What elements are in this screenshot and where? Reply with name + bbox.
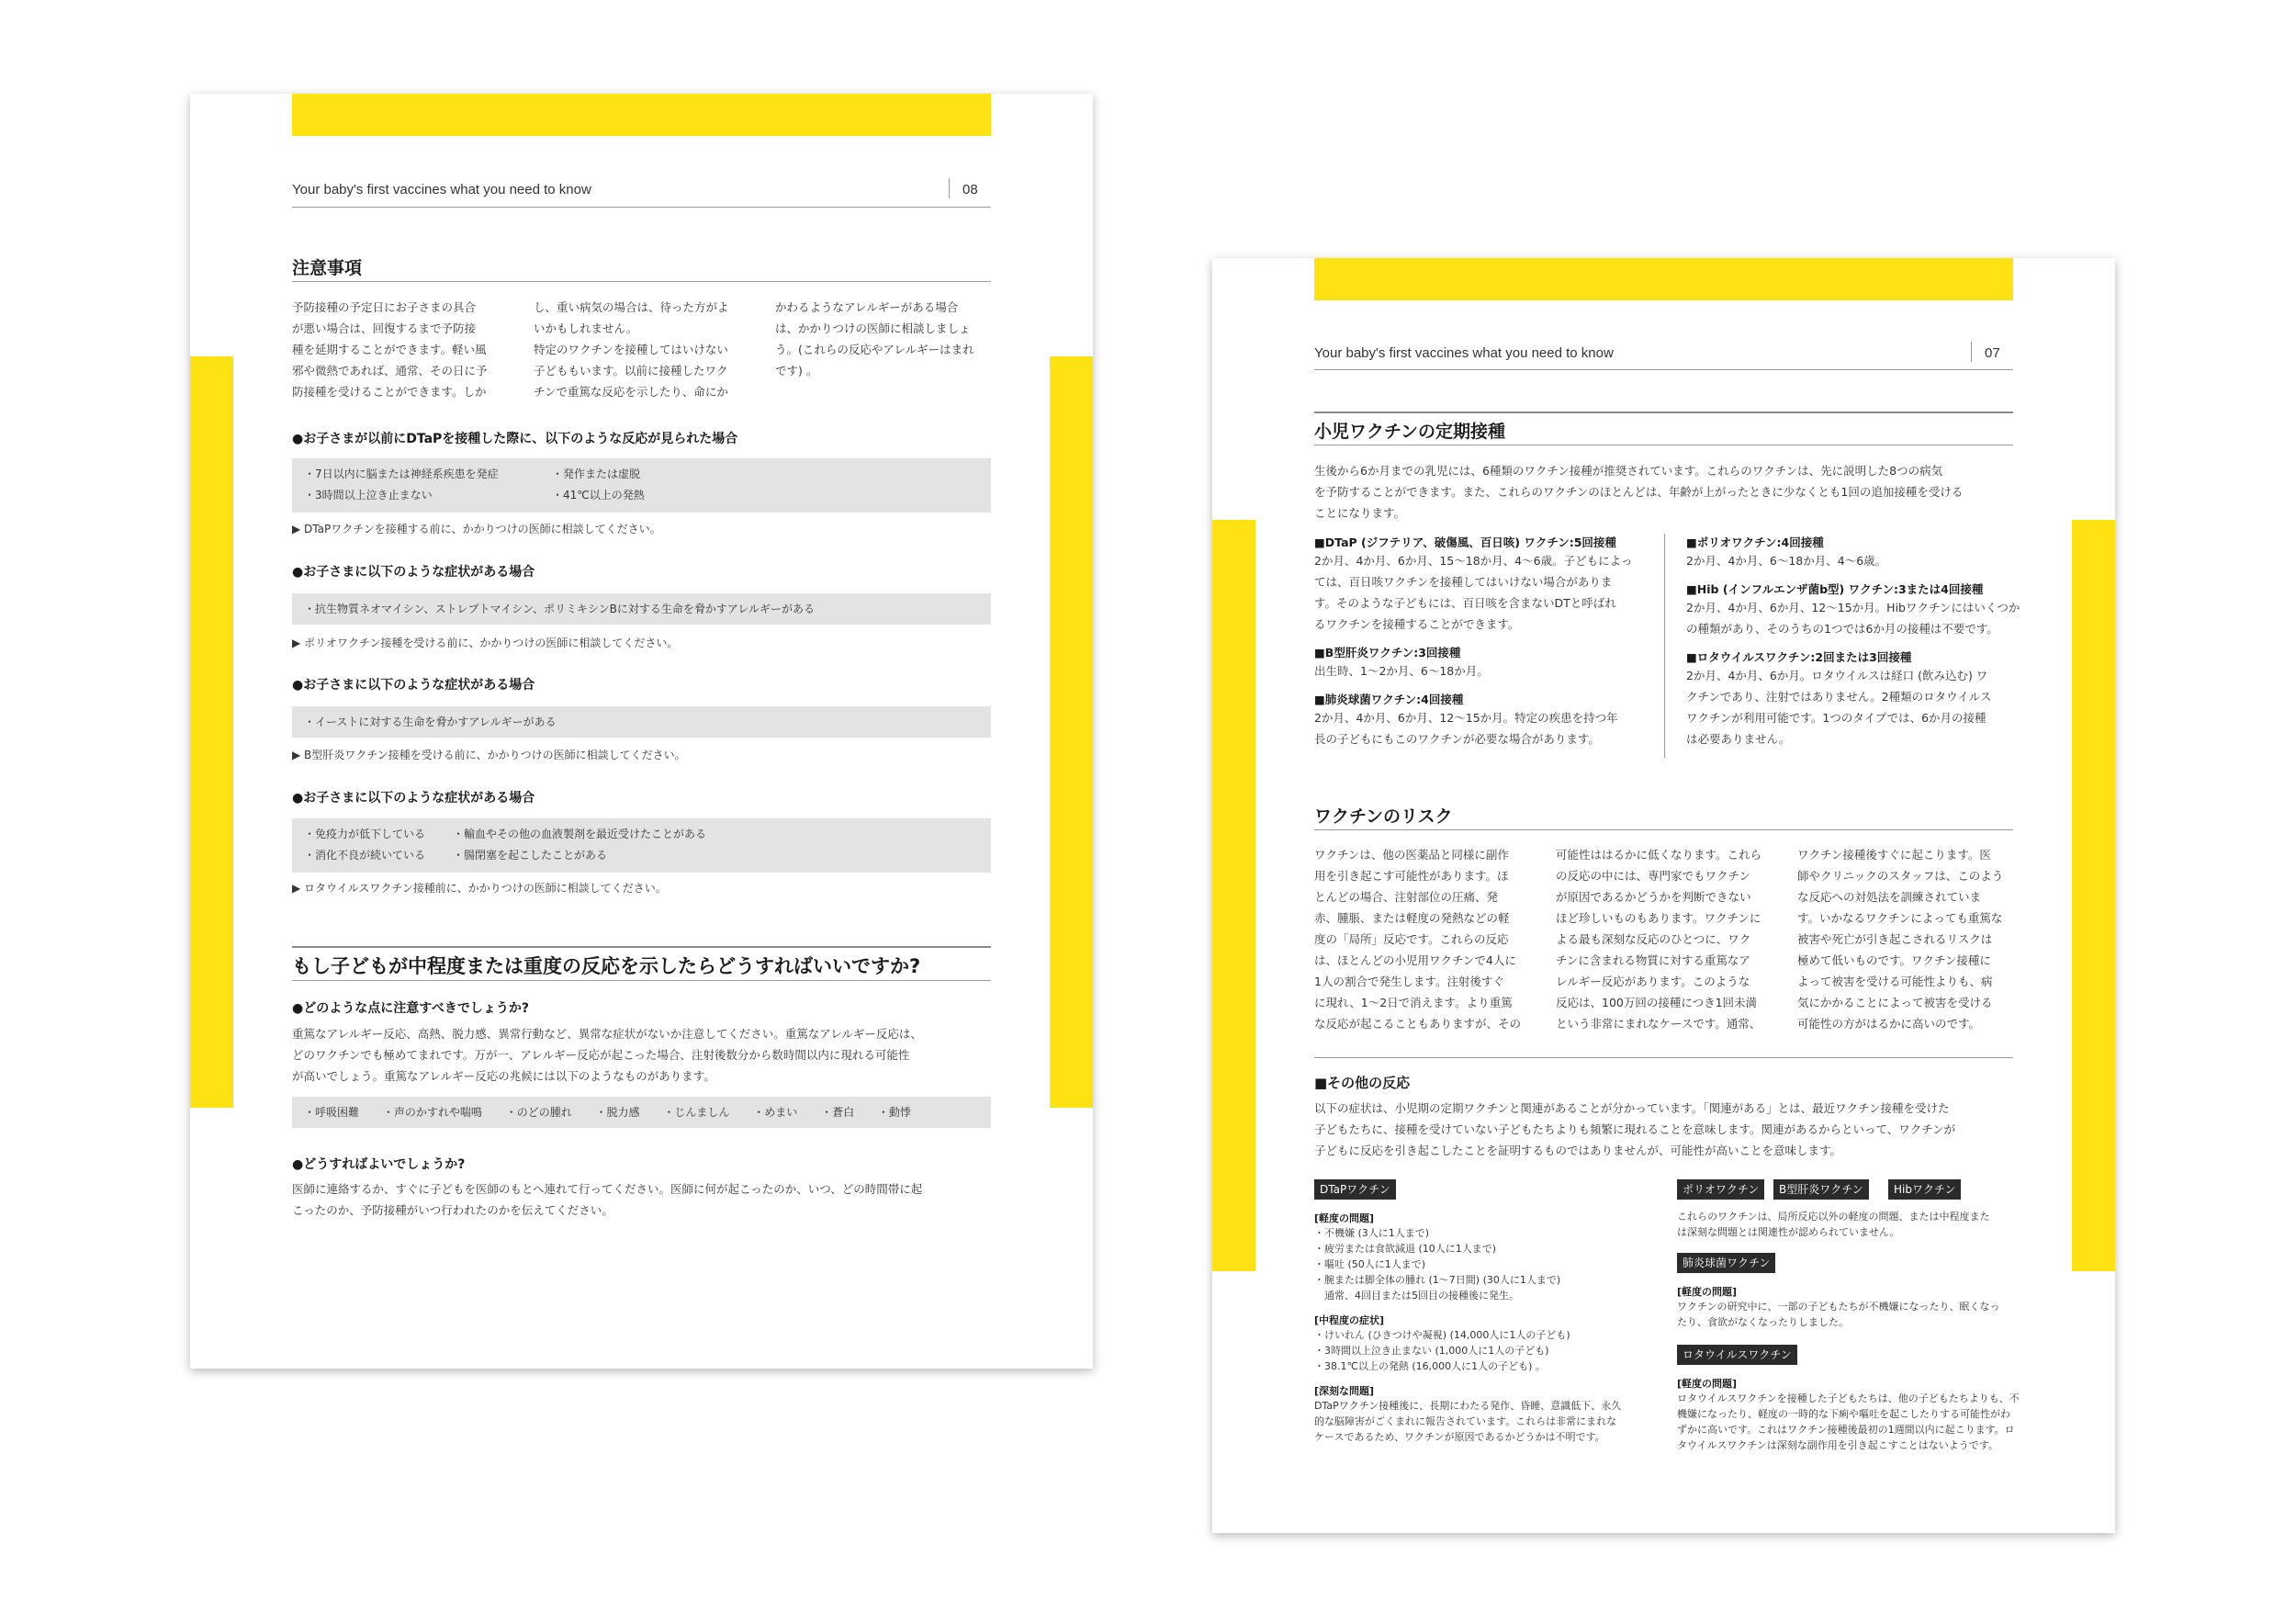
consult-note: ▶ ロタウイルスワクチン接種前に、かかりつけの医師に相談してください。 <box>292 882 667 895</box>
item-heading: ●お子さまに以下のような症状がある場合 <box>292 791 535 806</box>
text-line: 2か月、4か月、6か月、15〜18か月、4〜6歳。子どもによっ <box>1314 554 1633 568</box>
item-heading: ●お子さまに以下のような症状がある場合 <box>292 565 535 580</box>
text-line: ロタウイルスワクチンを接種した子どもたちは、他の子どもたちよりも、不 <box>1677 1392 2020 1404</box>
text-line: ・3時間以上泣き止まない (1,000人に1人の子ども) <box>1314 1345 1549 1357</box>
vaccine-tag-rotavirus: ロタウイルスワクチン <box>1677 1345 1797 1365</box>
text-line: 生後から6か月までの乳児には、6種類のワクチン接種が推奨されています。これらのワクチンは、先に説明した8つの病気 <box>1314 464 1943 478</box>
symptom: ・めまい <box>753 1106 798 1119</box>
vaccine-tag-polio: ポリオワクチン <box>1677 1179 1764 1200</box>
text-line: 的な脳障害がごくまれに報告されています。これらは非常にまれな <box>1314 1415 1617 1427</box>
section-title: もし子どもが中程度または重度の反応を示したらどうすればいいですか? <box>292 955 921 977</box>
text-line: の反応の中には、専門家でもワクチン <box>1556 869 1750 883</box>
text-line: 邪や微熱であれば、通常、その日に予 <box>292 364 488 378</box>
symptom: ・呼吸困難 <box>304 1106 360 1119</box>
vaccine-title: ■ポリオワクチン:4回接種 <box>1686 535 1824 549</box>
text-line: よる最も深刻な反応のひとつに、ワク <box>1556 932 1751 946</box>
text-line: ・疲労または食欲減退 (10人に1人まで) <box>1314 1243 1497 1255</box>
section-rule <box>1314 829 2013 830</box>
intro-column-1 <box>292 297 512 402</box>
schedule-column-left <box>1314 534 1663 750</box>
risk-column-3 <box>1797 844 2003 1034</box>
text-line: レルギー反応があります。このような <box>1556 975 1750 988</box>
text-line: 以下の症状は、小児期の定期ワクチンと関連があることが分かっています。「関連がある」とは、最近ワクチン接種を受けた <box>1314 1101 1950 1115</box>
symptom: ・脱力感 <box>595 1106 640 1119</box>
section-divider <box>1314 411 2013 413</box>
dtap-details <box>1314 1211 1621 1445</box>
item-heading: ●お子さまに以下のような症状がある場合 <box>292 678 535 693</box>
symptom: ・蒼白 <box>821 1106 855 1119</box>
intro-column-3 <box>775 297 1000 381</box>
text-line: ずかに高いです。これはワクチン接種後最初の1週間以内に起こります。ロ <box>1677 1424 2015 1436</box>
text-line: 度の「局所」反応です。これらの反応 <box>1314 932 1509 946</box>
text-line: な反応が起こることもありますが、その <box>1314 1017 1522 1031</box>
text-line: いかもしれません。 <box>534 321 638 335</box>
rotavirus-details <box>1677 1376 2020 1453</box>
text-line: たり、食欲がなくなったりしました。 <box>1677 1316 1849 1328</box>
condition: ・抗生物質ネオマイシン、ストレプトマイシン、ポリミキシンBに対する生命を脅かすアレルギーがある <box>304 603 816 615</box>
text-line: に現れ、1〜2日で消えます。より重篤 <box>1314 996 1513 1009</box>
text-line: チンで重篤な反応を示したり、命にか <box>534 385 728 399</box>
intro-text <box>1314 460 2031 524</box>
text-line: な反応への対処法を訓練されていま <box>1797 890 1982 904</box>
text-line: 種を延期することができます。軽い風 <box>292 343 487 356</box>
text-line: です) 。 <box>775 364 818 378</box>
condition-list <box>304 464 645 506</box>
yellow-header-bar <box>292 94 991 136</box>
vaccine-title: ■B型肝炎ワクチン:3回接種 <box>1314 646 1461 659</box>
text-line: 子どももいます。以前に接種したワク <box>534 364 728 378</box>
symptom: ・のどの腫れ <box>505 1106 572 1119</box>
condition: ・消化不良が続いている <box>304 849 426 862</box>
vaccine-text <box>1314 707 1663 750</box>
text-line: ケースであるため、ワクチンが原因であるかどうかは不明です。 <box>1314 1431 1605 1443</box>
text-line: 長の子どもにもこのワクチンが必要な場合があります。 <box>1314 732 1600 746</box>
text-line: こったのか、予防接種がいつ行われたのかを伝えてください。 <box>292 1203 613 1217</box>
text-line: は、ほとんどの小児用ワクチンで4人に <box>1314 953 1516 967</box>
text-line: 極めて低いものです。ワクチン接種に <box>1797 953 1991 967</box>
text-line: ことになります。 <box>1314 506 1406 520</box>
answer-text <box>292 1178 1018 1221</box>
text-line: が原因であるかどうかを判断できない <box>1556 890 1751 904</box>
question-heading: ●どうすればよいでしょうか? <box>292 1157 466 1172</box>
condition: ・3時間以上泣き止まない <box>304 489 433 502</box>
yellow-side-tab-left <box>190 356 233 1108</box>
text-line: を予防することができます。また、これらのワクチンのほとんどは、年齢が上がったときに少なくとも1回の追加接種を受ける <box>1314 485 1964 499</box>
vaccine-text <box>1686 665 2026 750</box>
vaccine-tag-dtap: DTaPワクチン <box>1314 1179 1396 1200</box>
symptom-list <box>304 1102 911 1123</box>
text-line: が悪い場合は、回復するまで予防接 <box>292 321 477 335</box>
risk-column-2 <box>1556 844 1761 1034</box>
text-line: 2か月、4か月、6か月、12〜15か月。特定の疾患を持つ年 <box>1314 711 1618 725</box>
text-line: 可能性の方がはるかに高いのです。 <box>1797 1017 1981 1031</box>
yellow-side-tab-left <box>1212 520 1255 1271</box>
risk-column-1 <box>1314 844 1521 1034</box>
text-line: は必要ありません。 <box>1686 732 1791 746</box>
symptom: ・声のかすれや喘鳴 <box>382 1106 482 1119</box>
text-line: 機嫌になったり、軽度の一時的な下痢や嘔吐を起こしたりする可能性がわ <box>1677 1408 2010 1420</box>
text-line: は深刻な問題とは関連性が認められていません。 <box>1677 1226 1900 1238</box>
text-line: は、かかりつけの医師に相談しましょ <box>775 321 971 335</box>
moderate-title: [中程度の症状] <box>1314 1314 1385 1326</box>
mild-title: [軽度の問題] <box>1677 1286 1738 1298</box>
consult-note: ▶ ポリオワクチン接種を受ける前に、かかりつけの医師に相談してください。 <box>292 637 679 649</box>
vaccine-text: 2か月、4か月、6〜18か月、4〜6歳。 <box>1686 554 1887 568</box>
schedule-column-right <box>1686 534 2026 750</box>
section-divider <box>292 946 991 948</box>
other-reactions-title: ■その他の反応 <box>1314 1075 1411 1091</box>
text-line: 用を引き起こす可能性があります。ほ <box>1314 869 1509 883</box>
vaccine-title: ■ロタウイルスワクチン:2回または3回接種 <box>1686 650 1912 664</box>
vaccine-tag-hib: Hibワクチン <box>1888 1179 1961 1200</box>
text-line: 子どもたちに、接種を受けていない子どもたちよりも頻繁に現れることを意味します。関連があるからといって、ワクチンが <box>1314 1122 1956 1136</box>
mild-title: [軽度の問題] <box>1677 1378 1738 1390</box>
text-line: し、重い病気の場合は、待った方がよ <box>534 300 729 314</box>
text-line: るワクチンを接種することができます。 <box>1314 617 1520 631</box>
text-line: ワクチン接種後すぐに起こります。医 <box>1797 848 1991 862</box>
page-07 <box>1212 258 2115 1533</box>
running-head: Your baby's first vaccines what you need to know <box>1314 345 1614 361</box>
text-line: 2か月、4か月、6か月。ロタウイルスは経口 (飲み込む) ワ <box>1686 669 1988 682</box>
text-line: ・不機嫌 (3人に1人まで) <box>1314 1227 1430 1239</box>
text-line: ワクチンの研究中に、一部の子どもたちが不機嫌になったり、眠くなっ <box>1677 1301 2000 1313</box>
section-title: 注意事項 <box>292 258 363 278</box>
text-line: これらのワクチンは、局所反応以外の軽度の問題、または中程度また <box>1677 1211 1990 1223</box>
text-line: ・けいれん (ひきつけや凝視) (14,000人に1人の子ども) <box>1314 1329 1570 1341</box>
consult-note: ▶ B型肝炎ワクチン接種を受ける前に、かかりつけの医師に相談してください。 <box>292 749 686 761</box>
condition: ・腸閉塞を起こしたことがある <box>453 849 608 862</box>
text-line: 防接種を受けることができます。しか <box>292 385 487 399</box>
section-rule <box>292 980 991 981</box>
vaccine-text <box>1686 597 2026 639</box>
condition: ・7日以内に脳または神経系疾患を発症 <box>304 468 499 480</box>
text-line: タウイルスワクチンは深刻な副作用を引き起こすことはないようです。 <box>1677 1439 1998 1451</box>
text-line: とんどの場合、注射部位の圧痛、発 <box>1314 890 1499 904</box>
intro-column-2 <box>534 297 754 402</box>
pneumococcal-details <box>1677 1284 1999 1330</box>
text-line: 通常、4回目または5回目の接種後に発生。 <box>1314 1290 1519 1302</box>
text-line: 重篤なアレルギー反応、高熱、脱力感、異常行動など、異常な症状がないか注意してください。重篤なアレルギー反応は、 <box>292 1027 922 1041</box>
text-line: ワクチンは、他の医薬品と同様に副作 <box>1314 848 1509 862</box>
text-line: クチンであり、注射ではありません。2種類のロタウイルス <box>1686 690 1992 704</box>
text-line: 反応は、100万回の接種につき1回未満 <box>1556 996 1758 1009</box>
text-line: が高いでしょう。重篤なアレルギー反応の兆候には以下のようなものがあります。 <box>292 1069 715 1083</box>
symptom: ・動悸 <box>877 1106 911 1119</box>
condition: ・イーストに対する生命を脅かすアレルギーがある <box>304 716 557 728</box>
header-rule <box>292 207 991 208</box>
section-rule <box>292 281 991 282</box>
text-line: す。いかなるワクチンによっても重篤な <box>1797 911 2003 925</box>
condition: ・41℃以上の発熱 <box>552 489 645 502</box>
text-line: ワクチンが利用可能です。1つのタイプでは、6か月の接種 <box>1686 711 1986 725</box>
page-number-divider <box>949 178 950 198</box>
text-line: 2か月、4か月、6か月、12〜15か月。Hibワクチンにはいくつか <box>1686 601 2020 614</box>
text-line: ては、百日咳ワクチンを接種してはいけない場合がありま <box>1314 575 1613 589</box>
mild-title: [軽度の問題] <box>1314 1212 1375 1224</box>
text-line: ・腕または脚全体の腫れ (1〜7日間) (30人に1人まで) <box>1314 1274 1561 1286</box>
text-line: 子どもに反応を引き起こしたことを証明するものではありませんが、可能性が高いことを意味します。 <box>1314 1144 1842 1157</box>
vaccine-tag-hepb: B型肝炎ワクチン <box>1773 1179 1869 1200</box>
yellow-side-tab-right <box>2072 520 2115 1271</box>
text-line: 被害や死亡が引き起こされるリスクは <box>1797 932 1993 946</box>
text-line: 気にかかることによって被害を受ける <box>1797 996 1993 1009</box>
answer-text <box>292 1023 1018 1087</box>
text-line: 赤、腫脹、または軽度の発熱などの軽 <box>1314 911 1510 925</box>
vaccine-text <box>1314 550 1663 635</box>
text-line: 医師に連絡するか、すぐに子どもを医師のもとへ連れて行ってください。医師に何が起こったのか、いつ、どの時間帯に起 <box>292 1182 923 1196</box>
consult-note: ▶ DTaPワクチンを接種する前に、かかりつけの医師に相談してください。 <box>292 523 661 535</box>
text-line: 特定のワクチンを接種してはいけない <box>534 343 728 356</box>
text-line: どのワクチンでも極めてまれです。万が一、アレルギー反応が起こった場合、注射後数分から数時間以内に現れる可能性 <box>292 1048 910 1062</box>
text-line: 1人の割合で発生します。注射後すぐ <box>1314 975 1504 988</box>
yellow-side-tab-right <box>1050 356 1093 1108</box>
section-title: ワクチンのリスク <box>1314 806 1453 827</box>
text-line: う。(これらの反応やアレルギーはまれ <box>775 343 974 356</box>
running-head: Your baby's first vaccines what you need to know <box>292 182 591 197</box>
text-line: チンに含まれる物質に対する重篤なア <box>1556 953 1750 967</box>
text-line: 師やクリニックのスタッフは、このよう <box>1797 869 2004 883</box>
header-rule <box>1314 369 2013 370</box>
text-line: の種類があり、そのうちの1つでは6か月の接種は不要です。 <box>1686 622 1998 636</box>
group-text <box>1677 1209 1989 1240</box>
text-line: ほど珍しいものもあります。ワクチンに <box>1556 911 1761 925</box>
text-line: よって被害を受ける可能性よりも、病 <box>1797 975 1993 988</box>
vaccine-tag-pneumococcal: 肺炎球菌ワクチン <box>1677 1253 1775 1273</box>
yellow-header-bar <box>1314 258 2013 300</box>
text-line: DTaPワクチン接種後に、長期にわたる発作、昏睡、意識低下、永久 <box>1314 1400 1622 1412</box>
condition: ・輸血やその他の血液製剤を最近受けたことがある <box>453 828 707 840</box>
condition-list <box>304 824 706 866</box>
section-rule <box>1314 1057 2013 1058</box>
text-line: ・嘔吐 (50人に1人まで) <box>1314 1258 1426 1270</box>
condition: ・免疫力が低下している <box>304 828 426 840</box>
vaccine-title: ■DTaP (ジフテリア、破傷風、百日咳) ワクチン:5回接種 <box>1314 535 1616 549</box>
page-number: 08 <box>962 182 978 197</box>
text-line: す。そのような子どもには、百日咳を含まないDTと呼ばれ <box>1314 596 1616 610</box>
text-line: 予防接種の予定日にお子さまの具合 <box>292 300 477 314</box>
vaccine-title: ■肺炎球菌ワクチン:4回接種 <box>1314 693 1464 706</box>
symptom: ・じんましん <box>663 1106 730 1119</box>
item-heading: ●お子さまが以前にDTaPを接種した際に、以下のような反応が見られた場合 <box>292 432 738 446</box>
text-line: 可能性ははるかに低くなります。これら <box>1556 848 1762 862</box>
other-reactions-intro <box>1314 1098 1955 1161</box>
condition: ・発作または虚脱 <box>552 468 641 480</box>
text-line: かわるようなアレルギーがある場合 <box>775 300 959 314</box>
page-08 <box>190 94 1093 1369</box>
severe-title: [深刻な問題] <box>1314 1385 1375 1397</box>
page-number: 07 <box>1985 345 2000 361</box>
text-line: ・38.1℃以上の発熱 (16,000人に1人の子ども) 。 <box>1314 1360 1546 1372</box>
text-line: という非常にまれなケースです。通常、 <box>1556 1017 1761 1031</box>
section-title: 小児ワクチンの定期接種 <box>1314 422 1506 442</box>
column-divider <box>1664 534 1665 758</box>
page-number-divider <box>1971 342 1972 362</box>
vaccine-text: 出生時、1〜2か月、6〜18か月。 <box>1314 664 1489 678</box>
question-heading: ●どのような点に注意すべきでしょうか? <box>292 1001 530 1016</box>
vaccine-title: ■Hib (インフルエンザ菌b型) ワクチン:3または4回接種 <box>1686 582 1984 596</box>
